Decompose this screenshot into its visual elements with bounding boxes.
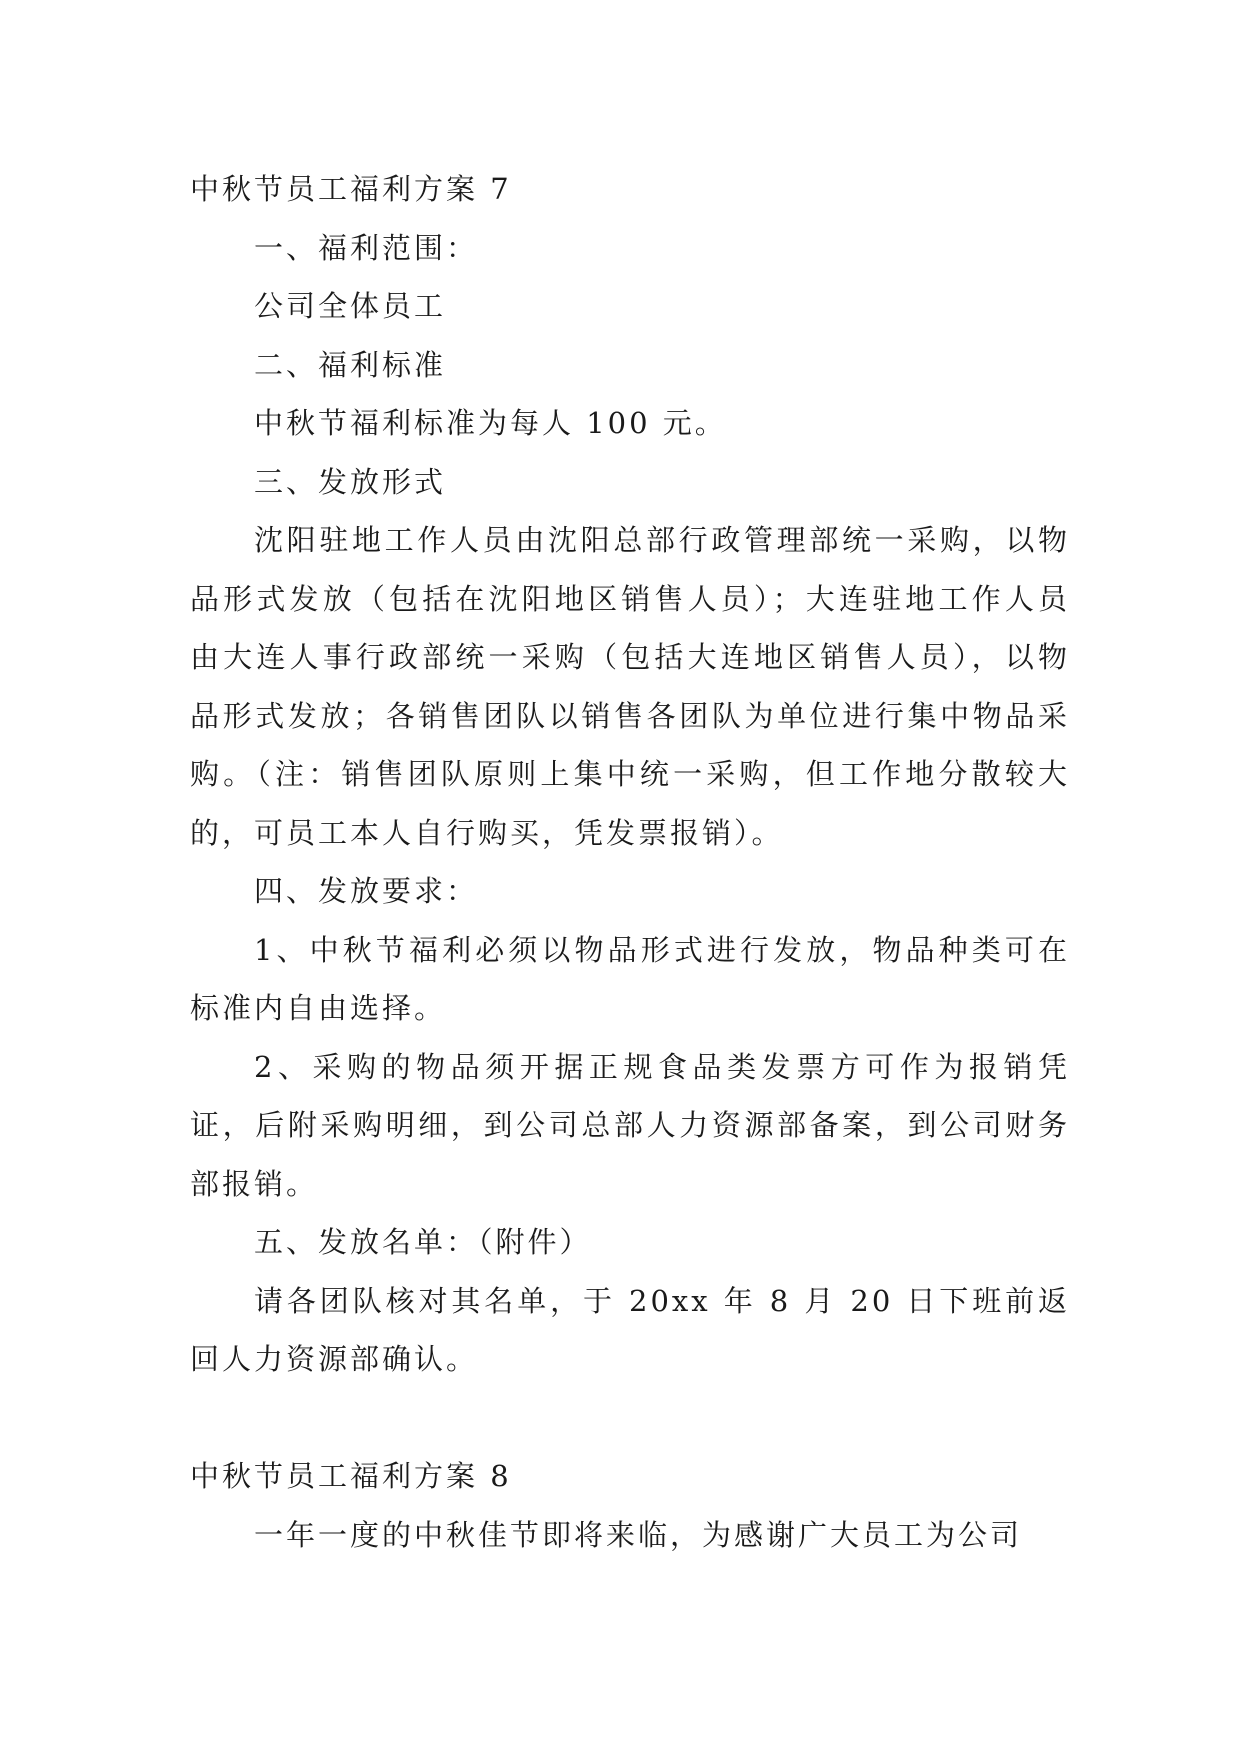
section-8-title: 中秋节员工福利方案 8: [190, 1459, 512, 1493]
section-7-requirement-2: 2、采购的物品须开据正规食品类发票方可作为报销凭证，后附采购明细，到公司总部人力资源部备案，到公司财务部报销。: [190, 1049, 1070, 1201]
section-7-scope-text: 公司全体员工: [254, 289, 447, 323]
section-7-heading-scope: 一、福利范围：: [254, 230, 479, 265]
section-7-standard-text: 中秋节福利标准为每人 100 元。: [254, 406, 727, 440]
section-8-intro-text: 一年一度的中秋佳节即将来临，为感谢广大员工为公司: [254, 1517, 1023, 1552]
document-body: [190, 160, 1070, 1564]
section-7-heading-standard: 二、福利标准: [254, 347, 447, 382]
section-7-form-text: 沈阳驻地工作人员由沈阳总部行政管理部统一采购，以物品形式发放（包括在沈阳地区销售人员）；大连驻地工作人员由大连人事行政部统一采购（包括大连地区销售人员），以物品形式发放；各销售团队以销售各团队为单位进行集中物品采购。（注：销售团队原则上集中统一采购，但工作地分散较大的，可员工本人自行购买，凭发票报销）。: [190, 523, 1070, 850]
section-7-heading-requirements: 四、发放要求：: [254, 874, 479, 908]
section-7-heading-list: 五、发放名单：（附件）: [254, 1225, 592, 1259]
section-7-title: 中秋节员工福利方案 7: [190, 172, 512, 206]
section-7-list-text: 请各团队核对其名单，于 20xx 年 8 月 20 日下班前返回人力资源部确认。: [190, 1283, 1070, 1376]
section-spacer: [190, 1389, 1070, 1448]
section-7-requirement-1: 1、中秋节福利必须以物品形式进行发放，物品种类可在标准内自由选择。: [190, 932, 1070, 1025]
section-7-heading-form: 三、发放形式: [254, 464, 447, 499]
